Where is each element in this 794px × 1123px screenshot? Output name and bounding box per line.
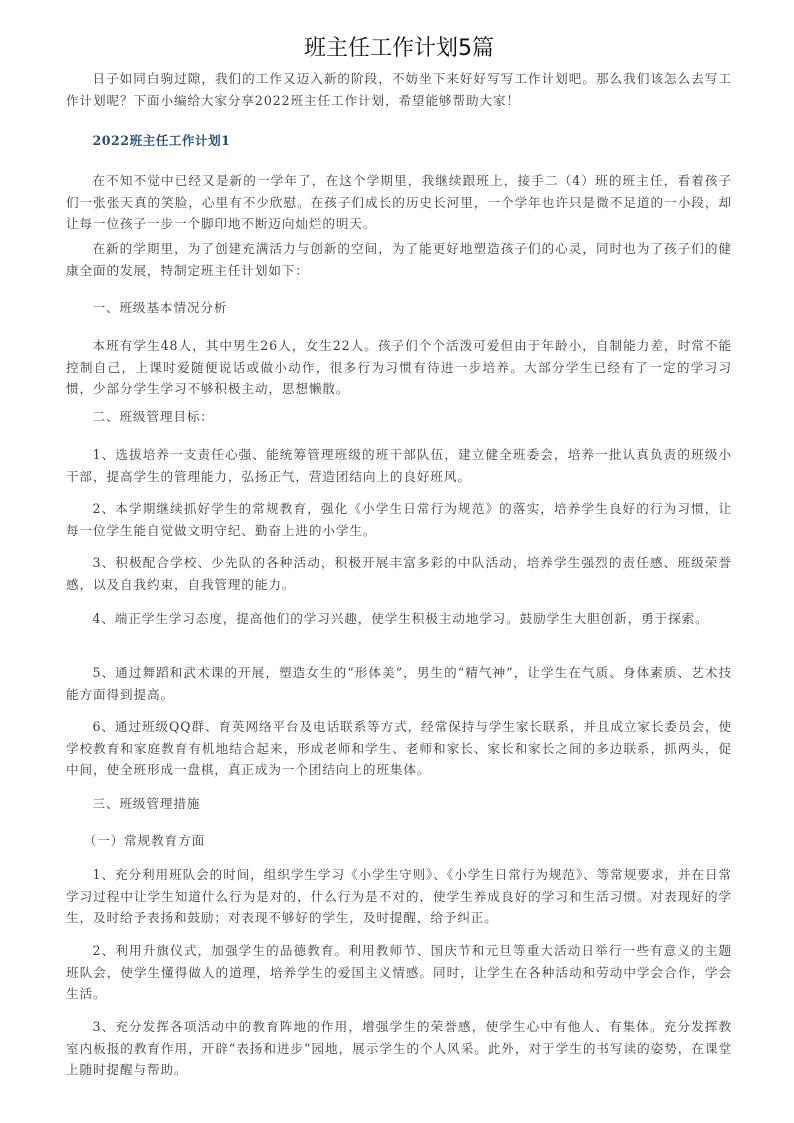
paragraph-text: 6、通过班级QQ群、育英网络平台及电话联系等方式，经常保持与学生家长联系，并且成立家长委员会，使学校教育和家庭教育有机地结合起来，形成老师和学生、老师和家长、家长和家长之间的多边联系，抓两头，促中间，使全班形成一盘棋，真正成为一个团结向上的班集体。: [66, 719, 732, 777]
section1-title: 2022班主任工作计划1: [92, 133, 231, 148]
paragraph-text: 2、本学期继续抓好学生的常规教育，强化《小学生日常行为规范》的落实，培养学生良好的行为习惯，让每一位学生能自觉做文明守纪、勤奋上进的小学生。: [66, 501, 732, 538]
paragraph-text: 1、选拔培养一支责任心强、能统筹管理班级的班干部队伍，建立健全班委会，培养一批认真负责的班级小干部，提高学生的管理能力，弘扬正气，营造团结向上的良好班风。: [66, 447, 732, 484]
document-title: 班主任工作计划5篇: [304, 36, 494, 61]
paragraph-text: 3、充分发挥各项活动中的教育阵地的作用，增强学生的荣誉感，使学生心中有他人、有集体。充分发挥教室内板报的教育作用，开辟“表扬和进步”园地，展示学生的个人风采。此外，对于学生的书写读的姿势，在课堂上随时提醒与帮助。: [66, 1019, 732, 1077]
paragraph: [66, 170, 732, 235]
heading-text: 二、班级管理目标：: [92, 409, 214, 424]
paragraph: [66, 608, 732, 630]
heading-text: 三、班级管理措施: [92, 796, 201, 811]
heading-text: 一、班级基本情况分析: [92, 300, 228, 315]
paragraph-text: 2、利用升旗仪式，加强学生的品德教育。利用教师节、国庆节和元旦等重大活动日举行一些有意义的主题班队会，使学生懂得做人的道理，培养学生的爱国主义情感。同时，让学生在各种活动和劳动中学会合作，学会生活。: [66, 943, 732, 1001]
heading-basic-analysis: [66, 297, 732, 319]
paragraph: [66, 864, 732, 929]
heading-management-goals: [66, 406, 732, 428]
paragraph: [66, 940, 732, 1005]
paragraph-text: 5、通过舞蹈和武术课的开展，塑造女生的“形体美”，男生的“精气神”，让学生在气质、身体素质、艺术技能方面得到提高。: [66, 665, 732, 702]
paragraph-text: 本班有学生48人，其中男生26人，女生22人。孩子们个个活泼可爱但由于年龄小，自制能力差，时常不能控制自己，上课时爱随便说话或做小动作，很多行为习惯有待进一步培养。大部分学生已经有了一定的学习习惯，少部分学生学习不够积极主动，思想懒散。: [66, 338, 732, 396]
section-heading: [66, 130, 732, 152]
heading-management-measures: [66, 793, 732, 815]
paragraph-text: 3、积极配合学校、少先队的各种活动，积极开展丰富多彩的中队活动，培养学生强烈的责任感、班级荣誉感，以及自我约束，自我管理的能力。: [66, 555, 732, 592]
paragraph: [66, 335, 732, 400]
subheading-text: （一）常规教育方面: [83, 833, 206, 848]
paragraph: [66, 552, 732, 595]
paragraph: [66, 498, 732, 541]
paragraph-text: 4、端正学生学习态度，提高他们的学习兴趣，使学生积极主动地学习。鼓励学生大胆创新，勇于探索。: [92, 611, 709, 626]
paragraph: [66, 444, 732, 487]
paragraph-text: 在新的学期里，为了创建充满活力与创新的空间，为了能更好地塑造孩子们的心灵，同时也为了孩子们的健康全面的发展，特制定班主任计划如下：: [66, 241, 732, 278]
paragraph-text: 在不知不觉中已经又是新的一学年了，在这个学期里，我继续跟班上，接手二（4）班的班主任，看着孩子们一张张天真的笑脸，心里有不少欣慰。在孩子们成长的历史长河里，一个学年也许只是微不足道的一小段，却让每一位孩子一步一个脚印地不断迈向灿烂的明天。: [66, 173, 732, 231]
paragraph-text: 1、充分利用班队会的时间，组织学生学习《小学生守则》、《小学生日常行为规范》、等常规要求，并在日常学习过程中让学生知道什么行为是对的，什么行为是不对的，使学生养成良好的学习和生活习惯。对表现好的学生，及时给予表扬和鼓励；对表现不够好的学生，及时提醒，给予纠正。: [66, 867, 732, 925]
subheading-routine-education: [66, 830, 732, 852]
intro-text: 日子如同白驹过隙，我们的工作又迈入新的阶段，不妨坐下来好好写写工作计划吧。那么我们该怎么去写工作计划呢？下面小编给大家分享2022班主任工作计划，希望能够帮助大家！: [66, 71, 732, 108]
document-page: [66, 0, 732, 1077]
paragraph: [66, 1016, 732, 1081]
intro-paragraph: [66, 68, 732, 111]
paragraph: [66, 238, 732, 281]
paragraph: [66, 716, 732, 781]
paragraph: [66, 662, 732, 705]
